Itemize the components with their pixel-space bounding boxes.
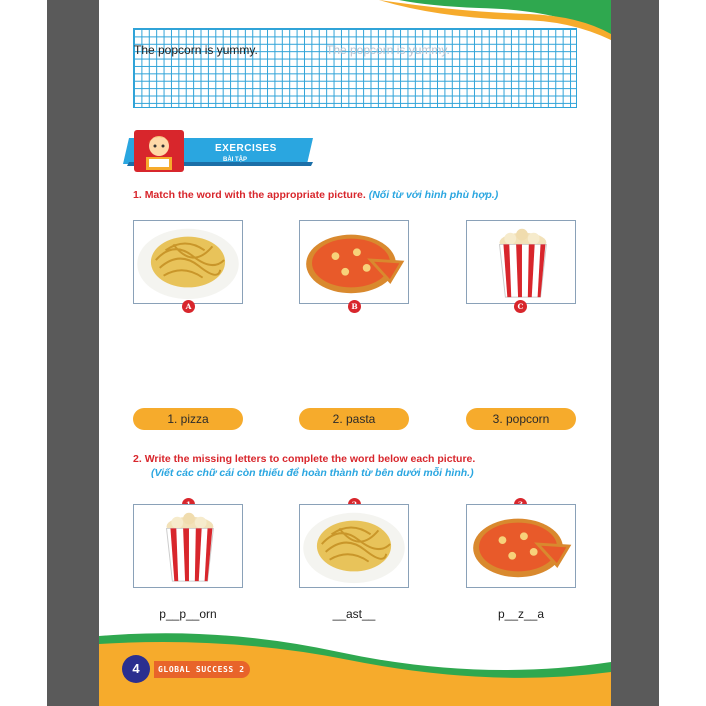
pasta-icon (134, 221, 242, 303)
question-1-translation: (Nối từ với hình phù hợp.) (368, 189, 499, 201)
picture-b-pizza[interactable] (299, 220, 409, 304)
blank-word-3[interactable]: p__z__a (497, 607, 545, 621)
exercises-subtitle: BÀI TẬP (223, 157, 247, 163)
question-1-number: 1. (133, 189, 142, 201)
picture-c-badge: C (514, 300, 527, 313)
picture-a-badge: A (182, 300, 195, 313)
question-2-text: Write the missing letters to complete the word below each picture. (144, 453, 476, 465)
word-pill-pasta[interactable]: 2. pasta (299, 408, 409, 430)
student-reading-icon (132, 128, 186, 174)
picture-2-pasta (299, 504, 409, 588)
picture-3-pizza (466, 504, 576, 588)
book-brand-label: GLOBAL SUCCESS 2 (154, 661, 250, 678)
popcorn-icon (134, 505, 242, 587)
question-1-prompt (133, 189, 498, 201)
question-1-text: Match the word with the appropriate picture. (144, 189, 366, 201)
word-pill-popcorn[interactable]: 3. popcorn (466, 408, 576, 430)
question-2-number: 2. (133, 453, 142, 465)
page-number: 4 (122, 655, 150, 683)
handwriting-grid (133, 28, 577, 108)
blank-word-2[interactable]: __ast__ (332, 607, 376, 621)
pasta-icon (300, 505, 408, 587)
sample-sentence: The popcorn is yummy. (134, 43, 258, 57)
right-margin-bar (611, 0, 659, 706)
popcorn-icon (467, 221, 575, 303)
picture-c-popcorn[interactable] (466, 220, 576, 304)
pizza-icon (300, 221, 408, 303)
question-2-translation-line (151, 467, 474, 479)
question-2-prompt (133, 453, 475, 465)
workbook-page (99, 0, 611, 706)
pizza-icon (467, 505, 575, 587)
exercises-title: EXERCISES (215, 143, 277, 154)
left-margin-bar (47, 0, 99, 706)
picture-a-pasta[interactable] (133, 220, 243, 304)
picture-1-popcorn (133, 504, 243, 588)
word-pill-pizza[interactable]: 1. pizza (133, 408, 243, 430)
blank-word-1[interactable]: p__p__orn (159, 607, 217, 621)
question-2-translation: (Viết các chữ cái còn thiếu để hoàn thành từ bên dưới mỗi hình.) (151, 467, 474, 479)
trace-sentence: The popcorn is yummy. (326, 43, 450, 57)
picture-b-badge: B (348, 300, 361, 313)
